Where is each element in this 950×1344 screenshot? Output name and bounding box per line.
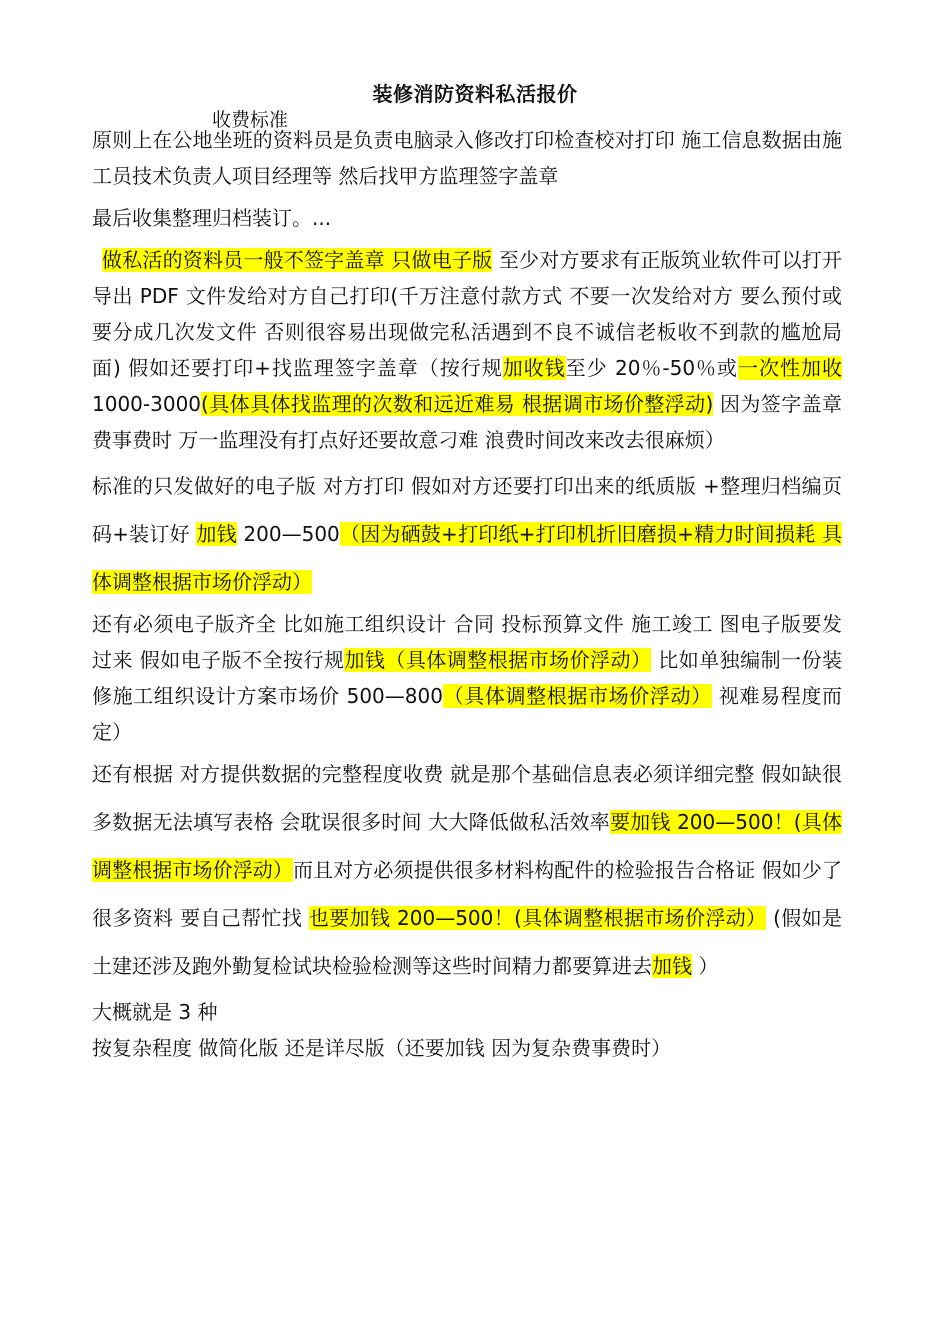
paragraph-text: 标准的只发做好的电子版 对方打印 假如对方还要打印出来的纸质版 +整理归档编页码+装订好 <box>92 474 842 546</box>
paragraph-text: 还有必须电子版齐全 比如施工组织设计 合同 投标预算文件 施工竣工 图电子版要发过来 假如电子版不全按行规 <box>92 612 842 672</box>
highlighted-text: 一次性加收 <box>738 356 843 380</box>
document-subtitle: 收费标准 <box>212 109 289 131</box>
highlighted-text: 做私活的资料员一般不签字盖章 只做电子版 <box>102 248 493 272</box>
paragraph-text: 而且对方必须提供很多材料构配件的检验报告合格证 假如少了很多资料 要自己帮忙找 <box>92 858 842 930</box>
highlighted-text: 加钱（具体调整根据市场价浮动） <box>344 648 652 672</box>
highlighted-text: 加收钱 <box>502 356 566 380</box>
highlighted-text: 也要加钱 200—500！(具体调整根据市场价浮动） <box>308 906 767 930</box>
highlighted-text: 加钱 <box>652 954 692 978</box>
paragraph-text: 还有根据 对方提供数据的完整程度收费 就是那个基础信息表必须详细完整 假如缺很多数据无法填写表格 会耽误很多时间 大大降低做私活效率 <box>92 762 842 834</box>
highlighted-text: （因为硒鼓+打印纸+打印机折旧磨损+精力时间损耗 具体调整根据市场价浮动） <box>92 522 842 594</box>
paragraph-text: ） <box>692 954 719 978</box>
paragraph-text: 大概就是 3 种 <box>92 1000 218 1024</box>
paragraph-text: 至少对方要求有正版筑业软件可以打开 导出 PDF 文件发给对方自己打印(千万注意付款方式 不要一次发给对方 要么预付或要分成几次发文件 否则很容易出现做完私活遇到不良不诚信老板收不到款的尴尬局面) 假如还要打印+找监理签字盖章（按行规 <box>92 248 842 380</box>
paragraph-text: 至少 20％-50％或 <box>565 356 739 380</box>
highlighted-text: (具体具体找监理的次数和远近难易 根据调市场价整浮动) <box>201 392 714 416</box>
paragraph-complexity <box>92 1030 842 1066</box>
paragraph-printing <box>92 462 842 606</box>
paragraph-data-completeness <box>92 750 842 990</box>
paragraph-text: 最后收集整理归档装订。... <box>92 206 332 230</box>
paragraph-text: (假如是土建还涉及跑外勤复检试块检验检测等这些时间精力都要算进去 <box>92 906 842 978</box>
paragraph-summary <box>92 994 842 1030</box>
highlighted-text: （具体调整根据市场价浮动） <box>442 684 712 708</box>
paragraph-text: 视难易程度而定） <box>92 684 843 744</box>
document-body <box>92 122 842 1066</box>
paragraph-text: 比如单独编制一份装修施工组织设计方案市场价 500—800 <box>92 648 843 708</box>
highlighted-text: 要加钱 200—500！(具体调整根据市场价浮动） <box>92 810 842 882</box>
document-title: 装修消防资料私活报价 <box>372 82 578 106</box>
highlighted-text: 加钱 <box>196 522 237 546</box>
paragraph-text: 200—500 <box>236 522 340 546</box>
paragraph-text: 因为签字盖章费事费时 万一监理没有打点好还要故意刁难 浪费时间改来改去很麻烦） <box>92 392 842 452</box>
paragraph-text: 1000-3000 <box>92 392 202 416</box>
paragraph-private-work <box>92 242 842 458</box>
paragraph-text: 按复杂程度 做简化版 还是详尽版（还要加钱 因为复杂费事费时） <box>92 1036 672 1060</box>
paragraph-duties-end <box>92 194 842 242</box>
paragraph-electronic-files <box>92 606 842 750</box>
paragraph-text: 原则上在公地坐班的资料员是负责电脑录入修改打印检查校对打印 施工信息数据由施工员技术负责人项目经理等 然后找甲方监理签字盖章 <box>92 128 842 188</box>
paragraph-duties <box>92 122 842 194</box>
